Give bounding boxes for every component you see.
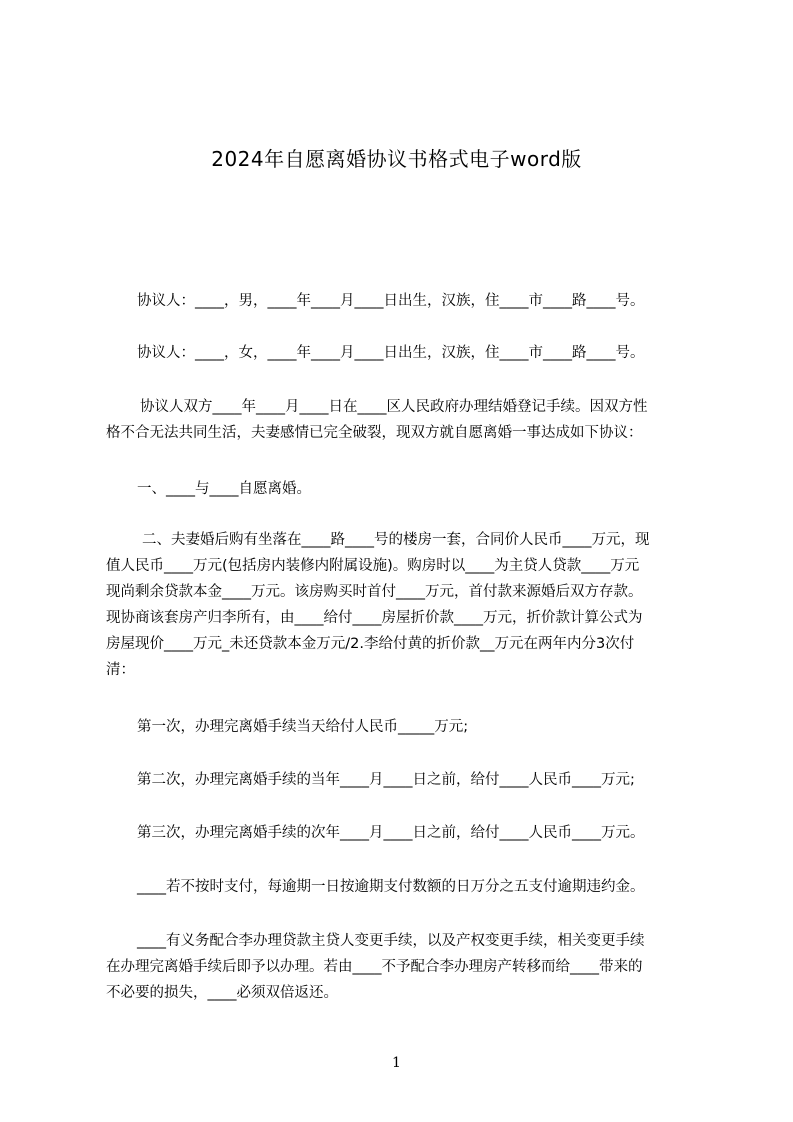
- clause2-line: 清：: [106, 662, 135, 678]
- obligation-line: 在办理完离婚手续后即予以办理。若由____不予配合李办理房产转移而给____带来的: [106, 959, 643, 975]
- clause2-line: 值人民币____万元(包括房内装修内附属设施)。购房时以____为主贷人贷款____万元: [106, 558, 640, 574]
- document-title: 2024年自愿离婚协议书格式电子word版: [211, 147, 582, 171]
- party1-paragraph: 协议人：____，男，____年____月____日出生，汉族，住____市____路____号。: [137, 293, 645, 309]
- payment2-paragraph: 第二次，办理完离婚手续的当年____月____日之前，给付____人民币____万元;: [137, 772, 635, 788]
- clause2-line: 现协商该套房产归李所有，由____给付____房屋折价款____万元，折价款计算公式为: [106, 610, 643, 626]
- intro-line: 协议人双方____年____月____日在____区人民政府办理结婚登记手续。因双方性: [140, 399, 648, 415]
- clause1-paragraph: 一、____与____自愿离婚。: [137, 481, 311, 497]
- clause2-line: 房屋现价____万元_未还贷款本金万元/2.李给付黄的折价款__万元在两年内分3次付: [106, 636, 635, 652]
- party2-paragraph: 协议人：____，女，____年____月____日出生，汉族，住____市____路____号。: [137, 345, 645, 361]
- penalty-paragraph: ____若不按时支付，每逾期一日按逾期支付数额的日万分之五支付逾期违约金。: [137, 879, 645, 895]
- obligation-line: ____有义务配合李办理贷款主贷人变更手续，以及产权变更手续，相关变更手续: [137, 933, 645, 949]
- payment1-paragraph: 第一次，办理完离婚手续当天给付人民币_____万元;: [137, 719, 469, 735]
- clause2-line: 二、夫妻婚后购有坐落在____路____号的楼房一套，合同价人民币____万元，现: [142, 532, 650, 548]
- clause2-line: 现尚剩余贷款本金____万元。该房购买时首付____万元，首付款来源婚后双方存款。: [106, 584, 643, 600]
- payment3-paragraph: 第三次，办理完离婚手续的次年____月____日之前，给付____人民币____万元。: [137, 825, 645, 841]
- intro-line: 格不合无法共同生活，夫妻感情已完全破裂，现双方就自愿离婚一事达成如下协议：: [106, 425, 643, 441]
- obligation-line: 不必要的损失，____必须双倍返还。: [106, 985, 338, 1001]
- page-number: 1: [392, 1055, 401, 1071]
